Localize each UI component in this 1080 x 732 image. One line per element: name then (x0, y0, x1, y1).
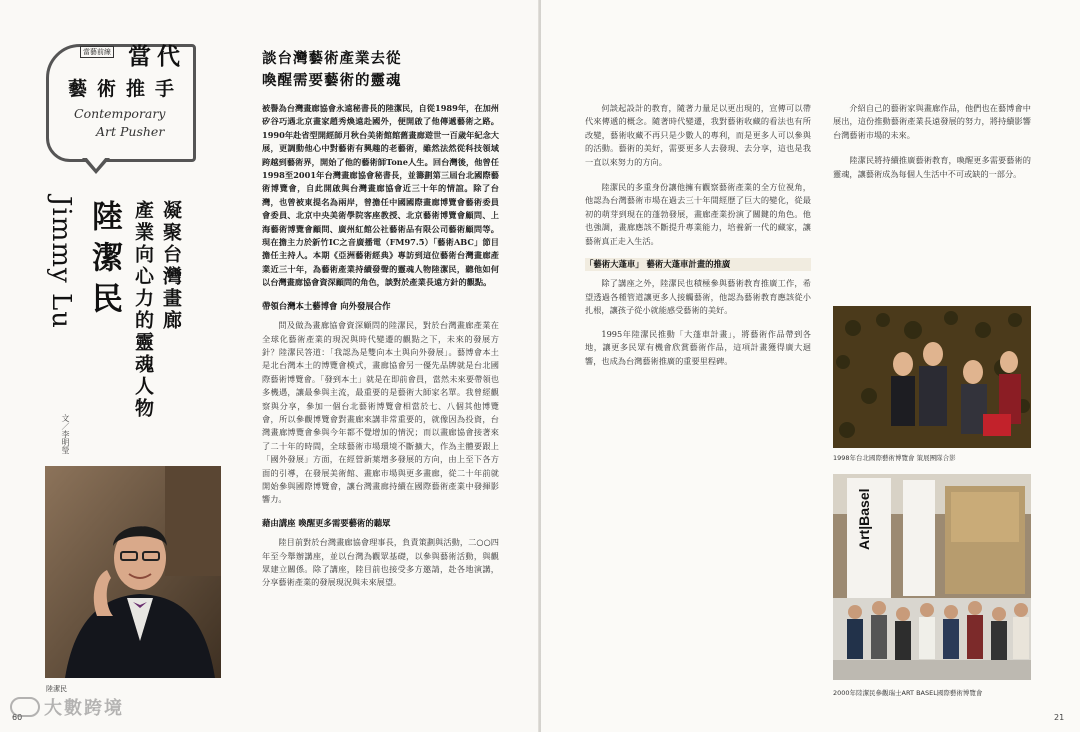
page-number-left: 60 (12, 713, 23, 722)
article-paragraph: 陸潔民的多重身份讓他擁有觀察藝術產業的全方位視角，他認為台灣藝術市場在過去三十年間經歷了巨大的變化，從最初的萌芽到現在的蓬勃發展，畫廊產業扮演了關鍵的角色。他也強調，畫廊應該不斷提升專業能力，培養新一代的藏家，讓藝術真正走入生活。 (585, 182, 811, 246)
article-column-a (262, 102, 499, 590)
art-fair-caption: 2000年陸潔民參觀瑞士ART BASEL國際藝術博覽會 (833, 689, 983, 697)
article-paragraph: 問及做為畫廊協會資深顧問的陸潔民，對於台灣畫廊產業在全球化藝術產業的現況與時代變遷的觀點之下，未來的發展方針？陸潔民答道：「我認為是雙向本土與向外發展」。藝博會本土是北台灣本土的博覽會模式，畫廊協會另一優先品牌就是台北國際藝術博覽會。「發到本土」就是在即前會員，當然未來要帶領也多機遇，讓最參與主流，最重要的是藝術大師家名單。我曾經觀察與分享，參加一個台北藝術博覽會相當於七、八個其他博覽會，所以參觀博覽會對畫廊來講非常重要的，就像因為投資，台灣畫廊博覽會參與今年都不覺增加的情況；而以畫廊協會接著來了二十年的時間，全球藝術市場環境不斷擴大，作為主體要跟上「國外發展」方面，在經營新葉增多發展的方向，由上至下各方面的引導，在發展美術館、畫廊市場與更多畫廊，從二十年前就開始參與國際博覽會，讓台灣畫廊持續在國際藝術產業中發揮影響力。 (262, 320, 499, 505)
article-title: 談台灣藝術產業去從 喚醒需要藝術的靈魂 (262, 50, 402, 89)
subject-name-en: Jimmy Lu (46, 196, 76, 330)
issue-tag: 當藝前線 (80, 46, 114, 58)
article-paragraph: 陸目前對於台灣畫廊協會理事長，負責策劃與活動，二○○四年至今舉辦講座，並以台灣為觀眾基礎，以參與藝術活動，與觀眾建立關係。除了講座，陸目前也接受多方邀請，赴各地演講，分享藝術產業的發展現況與未來展望。 (262, 537, 499, 588)
headline-line2: 產業向心力的靈魂人物 (132, 200, 154, 420)
column-title-en-2: Art Pusher (96, 124, 165, 139)
event-photo-caption: 1998年台北國際藝術博覽會 策展團隊合影 (833, 454, 956, 462)
watermark: 大數跨境 (10, 694, 124, 720)
headline-line1: 凝聚台灣畫廊 (160, 200, 182, 332)
section-subhead: 「藝術大蓬車」 藝術大蓬車計畫的推廣 (585, 258, 811, 271)
column-title-en-1: Contemporary (74, 106, 166, 121)
article-paragraph: 介紹自己的藝術家與畫廊作品，他們也在藝博會中展出，這份推動藝術產業長遠發展的努力，將持續影響台灣藝術市場的未來。 (833, 103, 1031, 140)
portrait-photo (45, 466, 221, 678)
article-column-c (833, 102, 1031, 181)
article-paragraph: 1995年陸潔民推動「大蓬車計畫」，將藝術作品帶到各地，讓更多民眾有機會欣賞藝術作品，這項計畫獲得廣大迴響，也成為台灣藝術推廣的重要里程碑。 (585, 328, 811, 366)
art-fair-photo (833, 474, 1031, 680)
column-title: 當代 (128, 43, 186, 70)
watermark-logo-icon (10, 697, 40, 717)
byline: 文／李明瑩 (61, 414, 70, 454)
event-photo (833, 306, 1031, 448)
article-paragraph: 何談起設計的教育，隨著力量足以更出現的，宣傳可以帶代來傳遞的概念。隨著時代變遷，我對藝術收藏的看法也有所改變，藝術收藏不再只是少數人的專利，而是更多人可以參與的活動。藝術的美好，需要更多人去發現、去分享，這也是我一直以來努力的方向。 (585, 103, 811, 167)
svg-text:Art|Basel: Art|Basel (856, 488, 872, 550)
section-subhead: 藉由講座 喚醒更多需要藝術的聽眾 (262, 517, 391, 528)
column-subtitle: 藝術推手 (68, 78, 185, 100)
subject-name-zh: 陸潔民 (86, 200, 122, 323)
article-paragraph: 除了講座之外，陸潔民也積極參與藝術教育推廣工作，希望透過各種管道讓更多人接觸藝術，他認為藝術教育應該從小扎根，讓孩子從小就能感受藝術的美好。 (585, 278, 811, 316)
page-number-right: 21 (1054, 713, 1065, 722)
article-column-b (585, 102, 811, 368)
article-lead: 被譽為台灣畫廊協會永遠秘書長的陸潔民，自從1989年，在加州矽谷巧遇北京畫家趙秀煥遠赴國外，便開啟了他傳遞藝術之路。1990年赴省型開經師月秋台美術館館舊畫廊遊世一百歲年紀念大展，更調動他心中對藝術有興趣的老藝術，雖然法然從科技領域跨越到藝術界，開始了他的藝術師Tone人生。回台灣後，他曾任1998至2001年台灣畫廊協會秘書長，並籌劃第三屆台北國際藝術博覽會，自此開啟與台灣畫廊協會近三十年的情誼。除了台灣，也曾被東提名為兩岸，曾擔任中國國際畫廊博覽會藝術委員會委員、北京中央美術學院客座教授、北京藝術博覽會顧問、上海藝術博覽會顧問、廣州紅館公社藝術品有限公司藝術顧問等。現在擔主力於新竹IC之音廣播電（FM97.5）「藝術ABC」節目擔任主持人。本期《亞洲藝術經典》專訪到這位藝術台灣畫廊產業近三十年，為藝術產業持續發聲的靈魂人物陸潔民，聽他如何以台灣畫廊協會資深顧問的角色，談對於產業長遠方針的觀點。 (262, 103, 499, 288)
section-subhead: 帶領台灣本土藝博會 向外發展合作 (262, 300, 391, 311)
article-paragraph: 陸潔民將持續推廣藝術教育，喚醒更多需要藝術的靈魂，讓藝術成為每個人生活中不可或缺的一部分。 (833, 155, 1031, 179)
portrait-caption: 陸潔民 (46, 685, 67, 693)
